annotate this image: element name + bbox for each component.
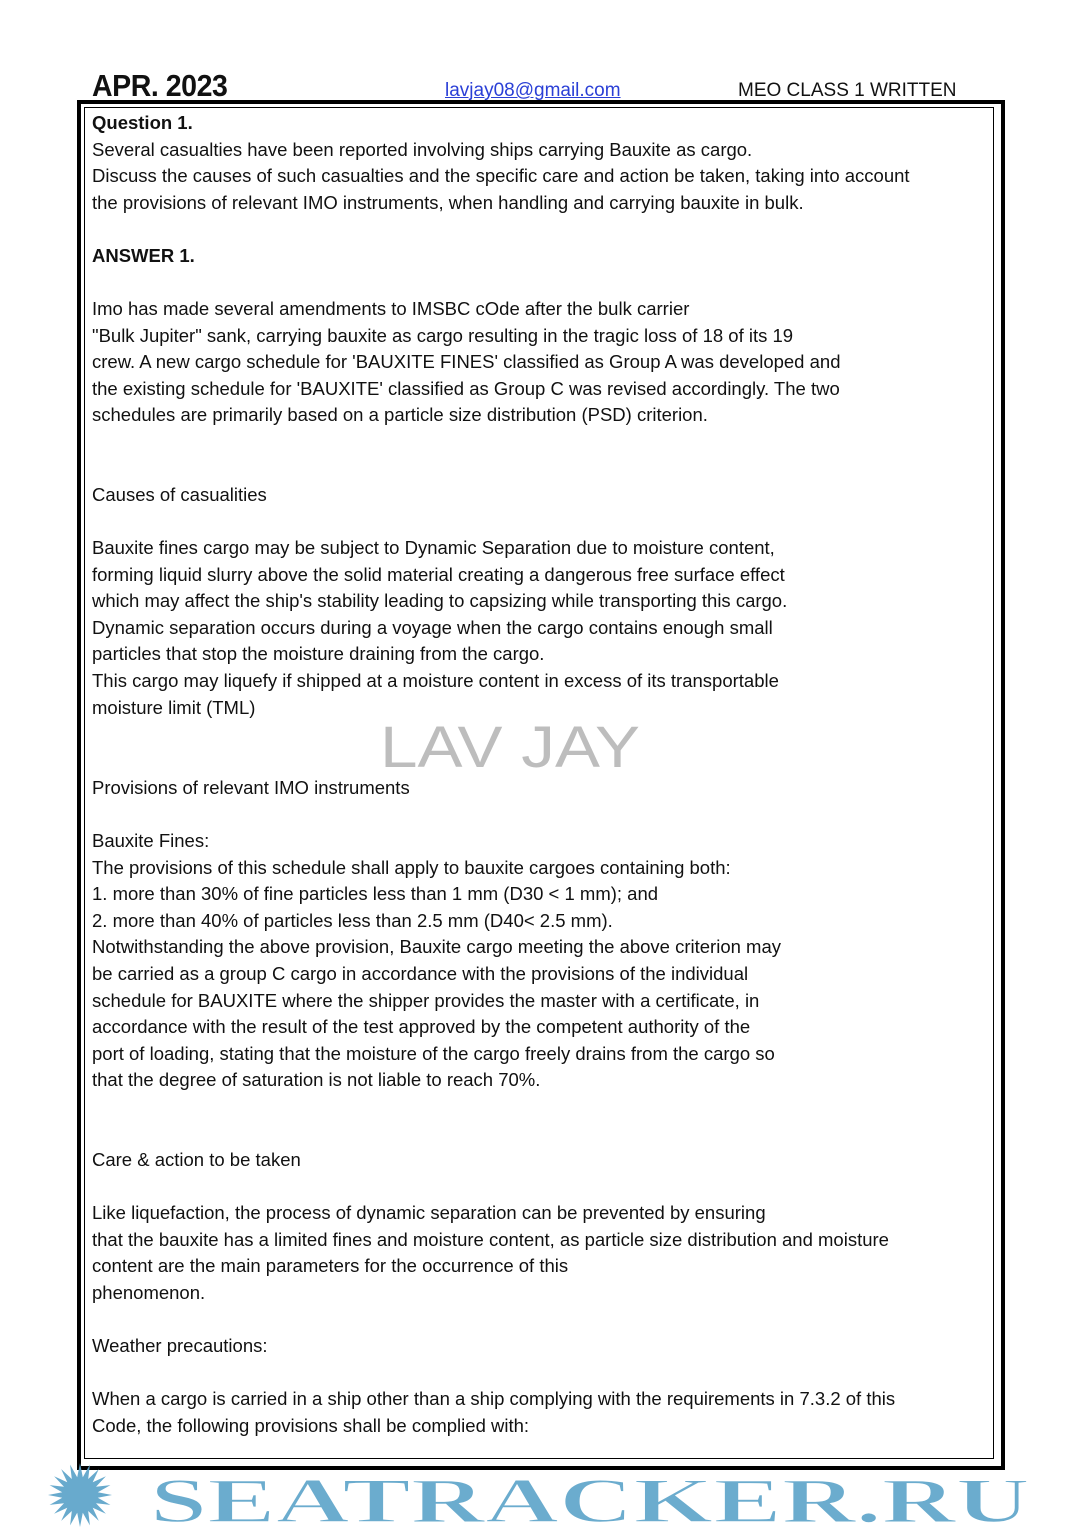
answer-intro <box>92 296 840 429</box>
care-text <box>92 1200 889 1306</box>
site-watermark: SEATRACKER.RU <box>150 1465 1030 1527</box>
text-line: particles that stop the moisture draining from the cargo. <box>92 643 545 665</box>
text-line: Like liquefaction, the process of dynamic separation can be prevented by ensuring <box>92 1202 766 1223</box>
author-watermark: LAV JAY <box>380 715 640 780</box>
text-line: accordance with the result of the test approved by the competent authority of the <box>92 1016 751 1038</box>
text-line: be carried as a group C cargo in accordance with the provisions of the individual <box>92 962 749 984</box>
causes-text <box>92 535 787 721</box>
text-line: port of loading, stating that the moisture of the cargo freely drains from the cargo so <box>92 1042 775 1064</box>
provisions-heading: Provisions of relevant IMO instruments <box>92 777 410 798</box>
text-line: that the degree of saturation is not liable to reach 70%. <box>92 1069 541 1091</box>
text-line: forming liquid slurry above the solid material creating a dangerous free surface effect <box>92 563 785 585</box>
text-line: When a cargo is carried in a ship other than a ship complying with the requirements in 7.3.2 of this <box>92 1388 896 1409</box>
text-line: Dynamic separation occurs during a voyage when the cargo contains enough small <box>92 616 773 638</box>
causes-heading: Causes of casualities <box>92 484 267 505</box>
provisions-text <box>92 828 781 1094</box>
text-line: the provisions of relevant IMO instruments, when handling and carrying bauxite in bulk. <box>92 191 804 213</box>
question-section <box>92 110 910 216</box>
text-line: crew. A new cargo schedule for 'BAUXITE FINES' classified as Group A was developed and <box>92 351 841 373</box>
text-line: the existing schedule for 'BAUXITE' classified as Group C was revised accordingly. The two <box>92 377 840 399</box>
text-line: 2. more than 40% of particles less than 2.5 mm (D40< 2.5 mm). <box>92 909 613 931</box>
course-title: MEO CLASS 1 WRITTEN <box>738 80 957 101</box>
text-line: moisture limit (TML) <box>92 696 256 718</box>
text-line: Several casualties have been reported involving ships carrying Bauxite as cargo. <box>92 138 753 160</box>
text-line: Bauxite Fines: <box>92 830 210 851</box>
text-line: The provisions of this schedule shall apply to bauxite cargoes containing both: <box>92 856 731 878</box>
text-line: Imo has made several amendments to IMSBC cOde after the bulk carrier <box>92 298 690 319</box>
text-line: This cargo may liquefy if shipped at a moisture content in excess of its transportable <box>92 669 779 691</box>
text-line: Notwithstanding the above provision, Bauxite cargo meeting the above criterion may <box>92 936 781 958</box>
text-line: schedules are primarily based on a particle size distribution (PSD) criterion. <box>92 404 708 426</box>
care-heading: Care & action to be taken <box>92 1149 301 1170</box>
weather-heading: Weather precautions: <box>92 1335 268 1356</box>
document-date: APR. 2023 <box>92 68 228 103</box>
text-line: Discuss the causes of such casualties and the specific care and action be taken, taking into account <box>92 165 910 187</box>
text-line: "Bulk Jupiter" sank, carrying bauxite as cargo resulting in the tragic loss of 18 of its 19 <box>92 324 794 346</box>
answer-title: ANSWER 1. <box>92 245 195 266</box>
weather-text <box>92 1386 895 1439</box>
text-line: schedule for BAUXITE where the shipper provides the master with a certificate, in <box>92 989 760 1011</box>
text-line: phenomenon. <box>92 1281 206 1303</box>
text-line: which may affect the ship's stability leading to capsizing while transporting this cargo. <box>92 590 788 612</box>
text-line: content are the main parameters for the occurrence of this <box>92 1255 569 1277</box>
text-line: Code, the following provisions shall be complied with: <box>92 1414 530 1436</box>
sunburst-logo-icon <box>48 1463 112 1527</box>
author-email-link[interactable]: lavjay08@gmail.com <box>445 80 621 101</box>
text-line: that the bauxite has a limited fines and moisture content, as particle size distribution and moisture <box>92 1228 889 1250</box>
text-line: 1. more than 30% of fine particles less than 1 mm (D30 < 1 mm); and <box>92 883 659 905</box>
question-title: Question 1. <box>92 112 193 133</box>
text-line: Bauxite fines cargo may be subject to Dynamic Separation due to moisture content, <box>92 537 775 558</box>
